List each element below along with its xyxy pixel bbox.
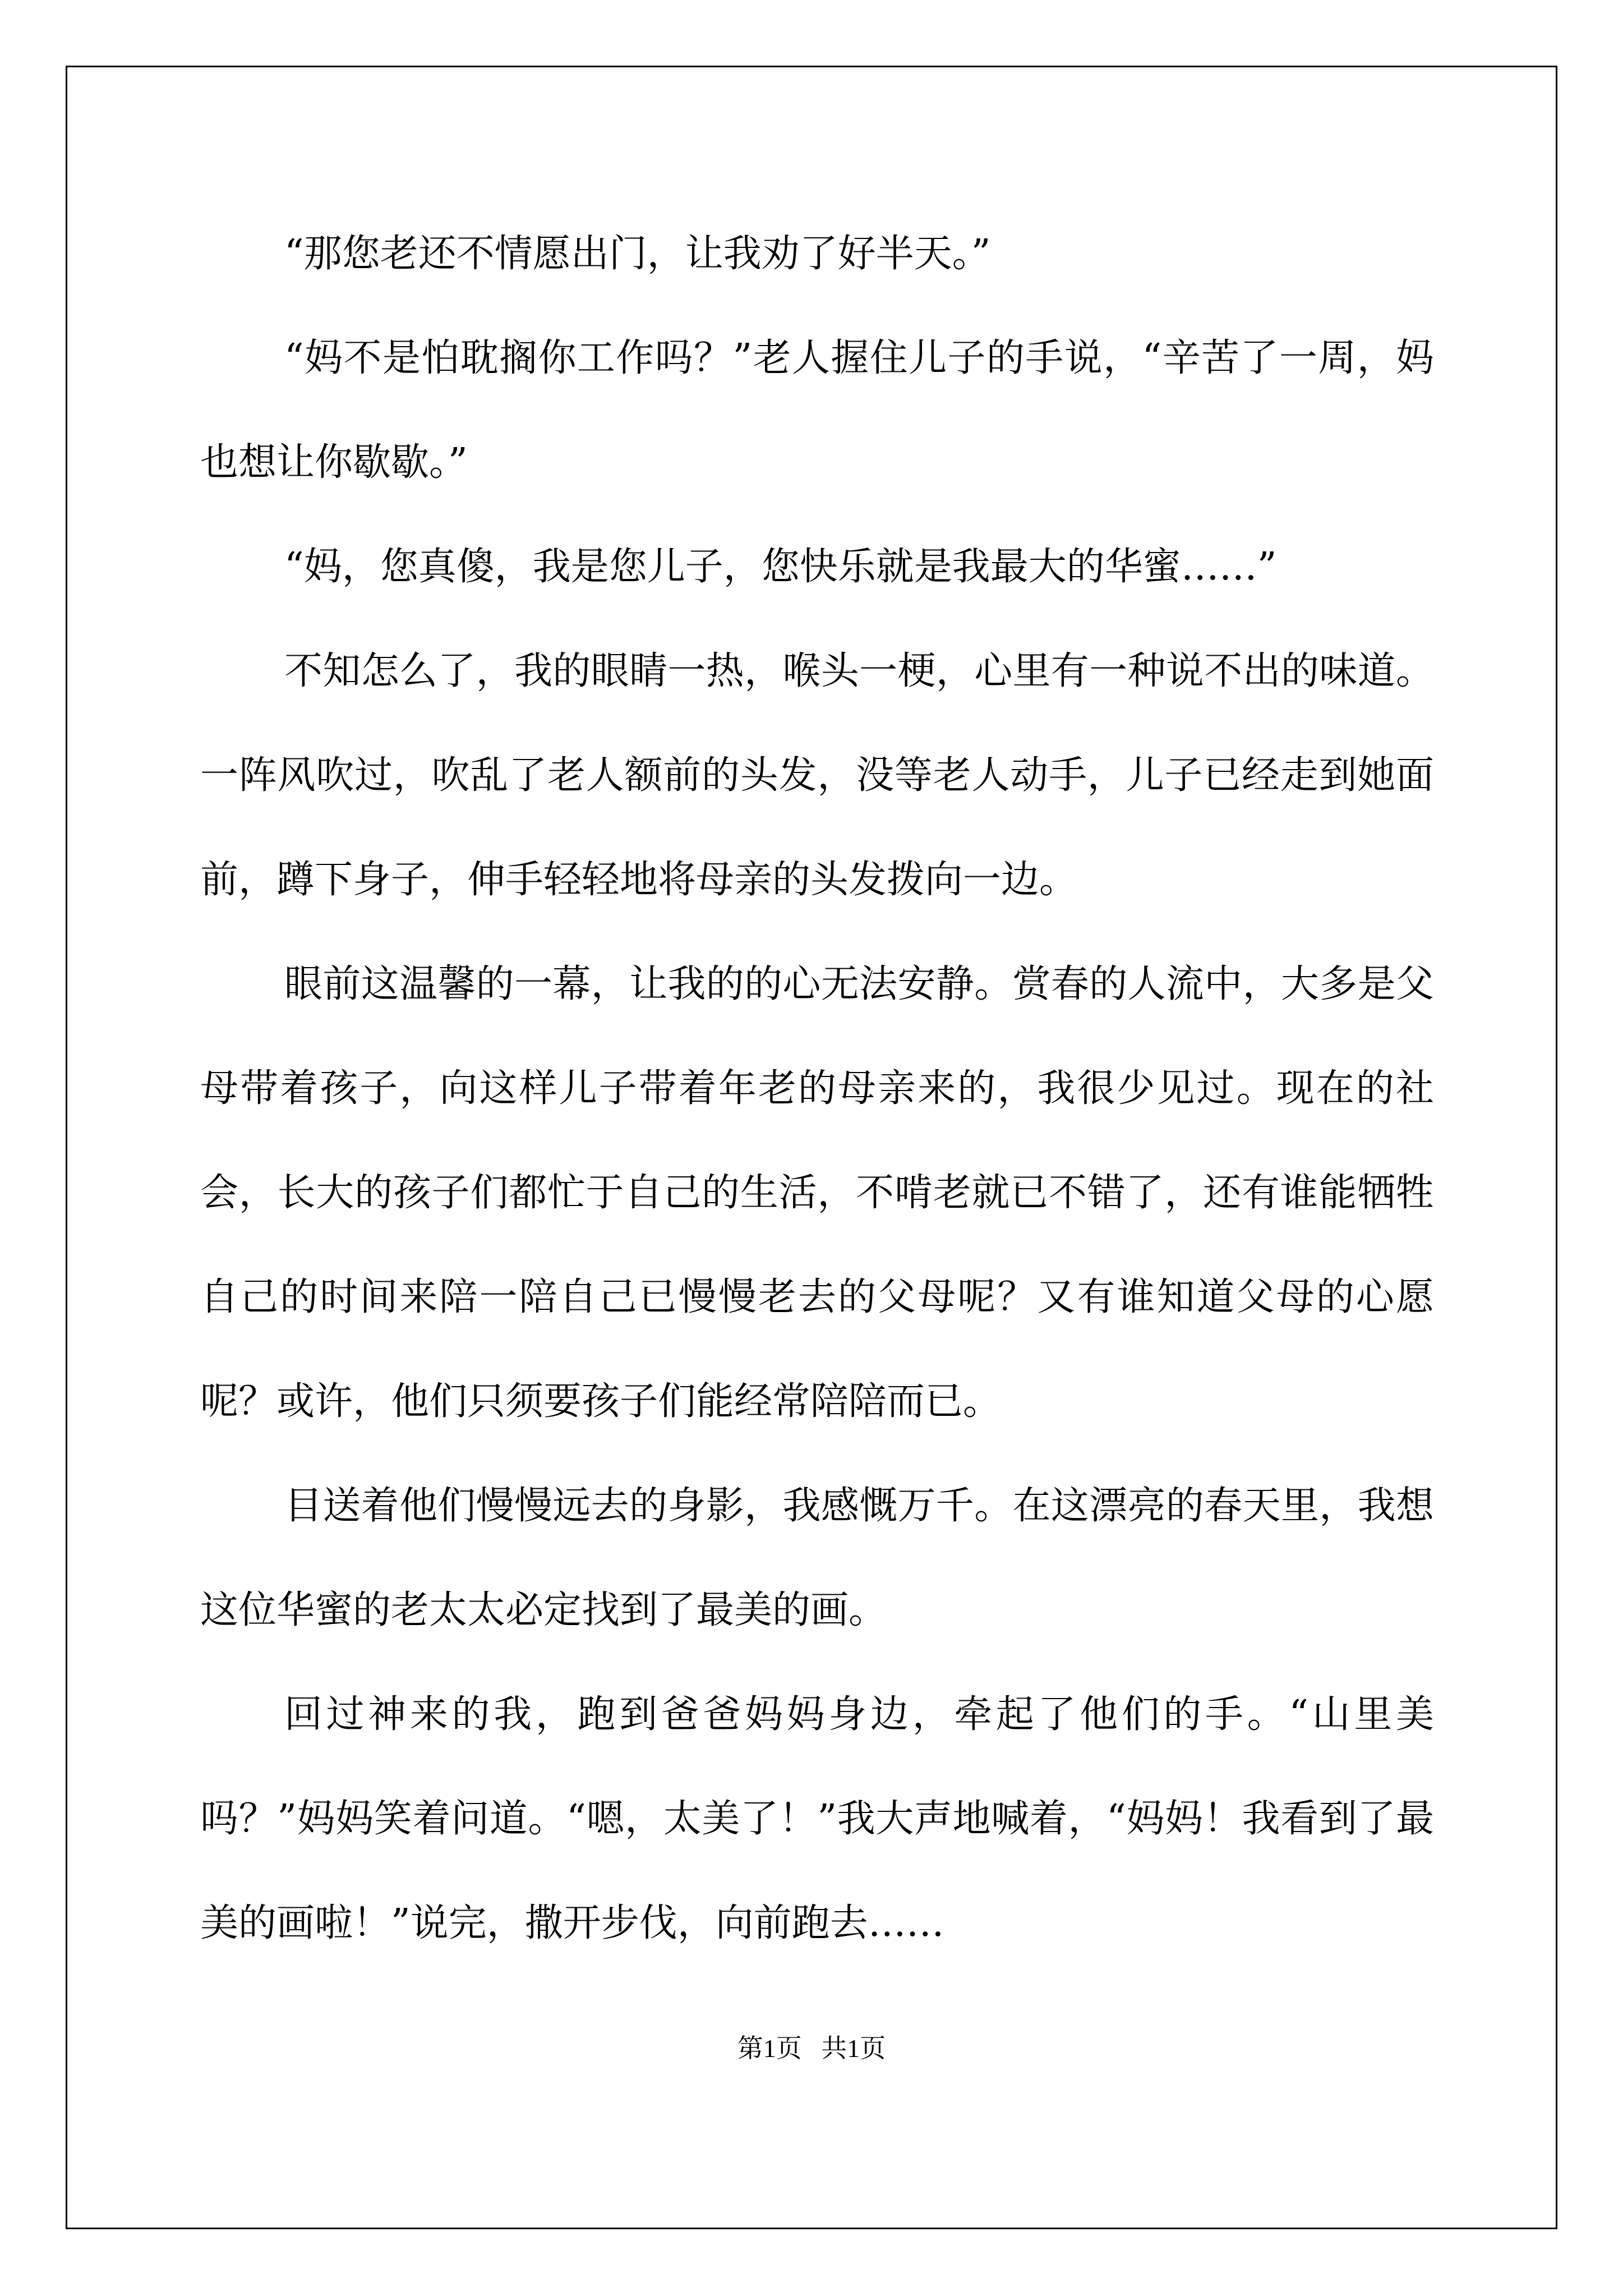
paragraph: “妈不是怕耽搁你工作吗？”老人握住儿子的手说，“辛苦了一周，妈也想让你歇歇。” bbox=[200, 336, 1434, 485]
paragraph: 目送着他们慢慢远去的身影，我感慨万千。在这漂亮的春天里，我想这位华蜜的老太太必定找到了最美的画。 bbox=[200, 1484, 1434, 1632]
paragraph: 眼前这温馨的一幕，让我的的心无法安静。赏春的人流中，大多是父母带着孩子，向这样儿子带着年老的母亲来的，我很少见过。现在的社会，长大的孩子们都忙于自己的生活，不啃老就已不错了，还有谁能牺牲自己的时间来陪一陪自己已慢慢老去的父母呢？又有谁知道父母的心愿呢？或许，他们只须要孩子们能经常陪陪而已。 bbox=[200, 962, 1434, 1424]
page-total: 共1页 bbox=[821, 2034, 886, 2063]
paragraph: 回过神来的我，跑到爸爸妈妈身边，牵起了他们的手。“山里美吗？”妈妈笑着问道。“嗯，太美了！”我大声地喊着，“妈妈！我看到了最美的画啦！”说完，撒开步伐，向前跑去…… bbox=[200, 1692, 1434, 1945]
paragraph: “那您老还不情愿出门，让我劝了好半天。” bbox=[284, 232, 991, 276]
paragraph: “妈，您真傻，我是您儿子，您快乐就是我最大的华蜜……” bbox=[284, 545, 1277, 589]
paragraph: 不知怎么了，我的眼睛一热，喉头一梗，心里有一种说不出的味道。一阵风吹过，吹乱了老人额前的头发，没等老人动手，儿子已经走到她面前，蹲下身子，伸手轻轻地将母亲的头发拨向一边。 bbox=[200, 649, 1434, 902]
page-footer bbox=[0, 2028, 1623, 2065]
document-body bbox=[200, 202, 1434, 1976]
page-number: 第1页 bbox=[737, 2034, 802, 2063]
footer-spacer bbox=[802, 2034, 822, 2063]
